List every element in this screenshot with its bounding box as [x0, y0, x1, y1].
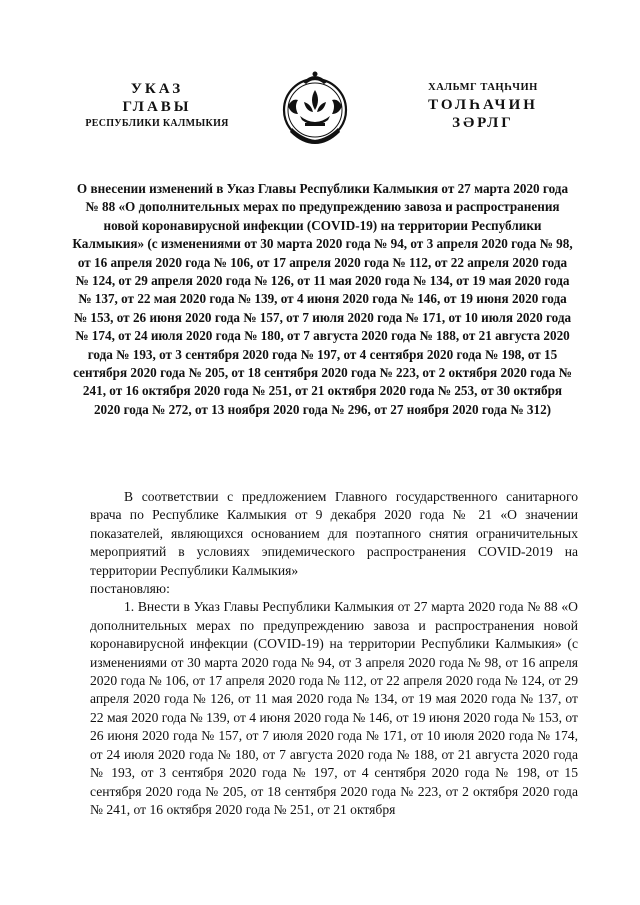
- header-left-line1: УКАЗ: [130, 81, 184, 97]
- clause-1-paragraph: 1. Внести в Указ Главы Республики Калмыкия от 27 марта 2020 года № 88 «О дополнительных мерах по предупреждению завоза и распространения новой коронавирусной инфекции (COVID-19) на территории Республики Калмыкия» (с изменениями от 30 марта 2020 года № 94, от 3 апреля 2020 года № 98, от 16 апреля 2020 года № 106, от 17 апреля 2020 года № 112, от 22 апреля 2020 года № 124, от 29 апреля 2020 года № 126, от 11 мая 2020 года № 134, от 19 мая 2020 года № 137, от 22 мая 2020 года № 139, от 4 июня 2020 года № 146, от 19 июня 2020 года № 153, от 26 июня 2020 года № 157, от 7 июля 2020 года № 171, от 10 июля 2020 года № 174, от 24 июля 2020 года № 180, от 7 августа 2020 года № 188, от 21 августа 2020 года № 193, от 3 сентября 2020 года № 197, от 4 сентября 2020 года № 198, от 15 сентября 2020 года № 205, от 18 сентября 2020 года № 223, от 2 октября 2020 года № 241, от 16 октября 2020 года № 251, от 21 октября: [90, 599, 578, 817]
- kalmykia-coat-of-arms-icon: [278, 68, 352, 146]
- header-left-line3: РЕСПУБЛИКИ КАЛМЫКИЯ: [85, 118, 229, 129]
- document-body: [90, 488, 578, 819]
- document-title: О внесении изменений в Указ Главы Республики Калмыкия от 27 марта 2020 года № 88 «О дополнительных мерах по предупреждению завоза и распространения новой коронавирусной инфекции (COVID-19) на территории Республики Калмыкия» (с изменениями от 30 марта 2020 года № 94, от 3 апреля 2020 года № 98, от 16 апреля 2020 года № 106, от 17 апреля 2020 года № 112, от 22 апреля 2020 года № 124, от 29 апреля 2020 года № 126, от 11 мая 2020 года № 134, от 19 мая 2020 года № 137, от 22 мая 2020 года № 139, от 4 июня 2020 года № 146, от 19 июня 2020 года № 153, от 26 июня 2020 года № 157, от 7 июля 2020 года № 171, от 10 июля 2020 года № 174, от 24 июля 2020 года № 180, от 7 августа 2020 года № 188, от 21 августа 2020 года № 193, от 3 сентября 2020 года № 197, от 4 сентября 2020 года № 198, от 15 сентября 2020 года № 205, от 18 сентября 2020 года № 223, от 2 октября 2020 года № 241, от 16 октября 2020 года № 251, от 21 октября 2020 года № 253, от 30 октября 2020 года № 272, от 13 ноября 2020 года № 296, от 27 ноября 2020 года № 312): [72, 181, 573, 417]
- header-right-line2: ТОЛҺАЧИН: [428, 97, 538, 113]
- preamble-paragraph: В соответствии с предложением Главного государственного санитарного врача по Республике Калмыкия от 9 декабря 2020 года № 21 «О значении показателей, являющихся основанием для поэтапного снятия ограничительных мероприятий в условиях эпидемического распространения COVID-2019 на территории Республики Калмыкия»: [90, 489, 578, 578]
- header-right-kalmyk: [398, 80, 568, 132]
- header-left-line2: ГЛАВЫ: [122, 99, 192, 115]
- header-right-line3: ЗӘРЛГ: [452, 115, 514, 131]
- decree-word: постановляю:: [90, 581, 170, 597]
- header-right-line1: ХАЛЬМГ ТАҢҺЧИН: [428, 82, 538, 93]
- header-left-russian: [72, 80, 242, 132]
